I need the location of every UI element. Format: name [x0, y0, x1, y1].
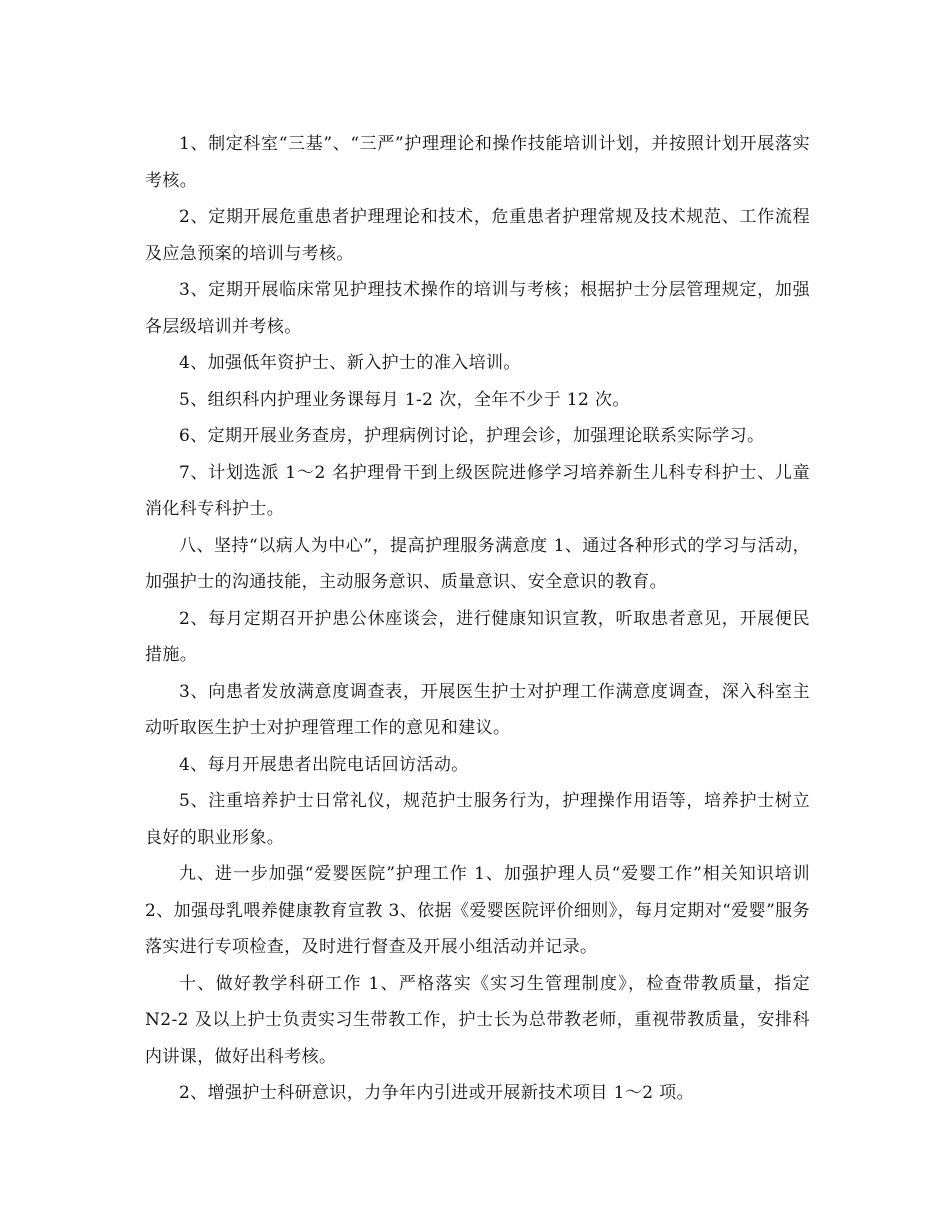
paragraph-6: 6、定期开展业务查房，护理病例讨论，护理会诊，加强理论联系实际学习。 [179, 426, 765, 446]
paragraph-11: 4、每月开展患者出院电话回访活动。 [179, 754, 469, 775]
paragraph-1: 1、制定科室“三基”、“三严”护理理论和操作技能培训计划，并按照计划开展落实考核。 [145, 134, 810, 191]
paragraph-10: 3、向患者发放满意度调查表，开展医生护士对护理工作满意度调查，深入科室主动听取医生护士对护理管理工作的意见和建议。 [145, 681, 810, 738]
paragraph-4: 4、加强低年资护士、新入护士的准入培训。 [179, 353, 521, 373]
paragraph-3: 3、定期开展临床常见护理技术操作的培训与考核；根据护士分层管理规定，加强各层级培训并考核。 [145, 280, 810, 337]
paragraph-5: 5、组织科内护理业务课每月 1-2 次，全年不少于 12 次。 [179, 389, 630, 410]
paragraph-13: 九、进一步加强“爱婴医院”护理工作 1、加强护理人员“爱婴工作”相关知识培训 2、加强母乳喂养健康教育宣教 3、依据《爱婴医院评价细则》，每月定期对“爱婴”服务落实进行专项检查，及时进行督查及开展小组活动并记录。 [145, 864, 810, 957]
paragraph-2: 2、定期开展危重患者护理理论和技术，危重患者护理常规及技术规范、工作流程及应急预案的培训与考核。 [145, 207, 810, 264]
paragraph-15: 2、增强护士科研意识，力争年内引进或开展新技术项目 1～2 项。 [179, 1083, 695, 1103]
paragraph-12: 5、注重培养护士日常礼仪，规范护士服务行为，护理操作用语等，培养护士树立良好的职业形象。 [145, 791, 810, 848]
paragraph-7: 7、计划选派 1～2 名护理骨干到上级医院进修学习培养新生儿科专科护士、儿童消化科专科护士。 [145, 462, 810, 519]
paragraph-14: 十、做好教学科研工作 1、严格落实《实习生管理制度》，检查带教质量，指定 N2-2 及以上护士负责实习生带教工作，护士长为总带教老师，重视带教质量，安排科内讲课，做好出科考核。 [145, 973, 810, 1067]
paragraph-9: 2、每月定期召开护患公休座谈会，进行健康知识宣教，听取患者意见，开展便民措施。 [145, 608, 810, 665]
paragraph-8: 八、坚持“以病人为中心”，提高护理服务满意度 1、通过各种形式的学习与活动，加强护士的沟通技能，主动服务意识、质量意识、安全意识的教育。 [145, 535, 810, 592]
document-body [145, 126, 810, 1112]
